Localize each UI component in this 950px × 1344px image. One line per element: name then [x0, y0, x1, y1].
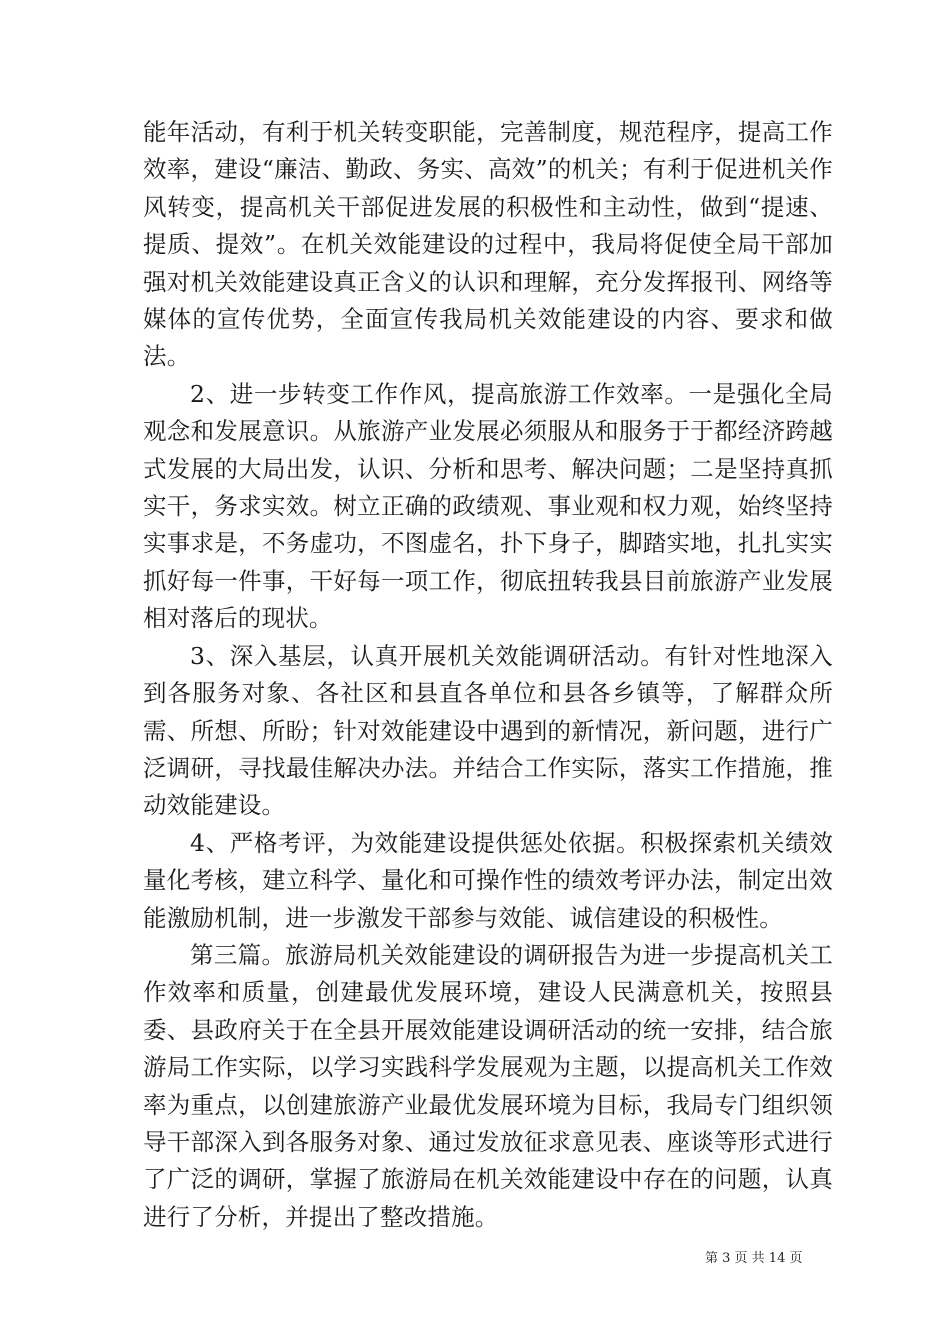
- paragraph-item-3: 3、深入基层，认真开展机关效能调研活动。有针对性地深入到各服务对象、各社区和县直各单位和县各乡镇等，了解群众所需、所想、所盼；针对效能建设中遇到的新情况，新问题，进行广泛调研，寻找最佳解决办法。并结合工作实际，落实工作措施，推动效能建设。: [143, 641, 833, 820]
- paragraph-section-3: 第三篇。旅游局机关效能建设的调研报告为进一步提高机关工作效率和质量，创建最优发展环境，建设人民满意机关，按照县委、县政府关于在全县开展效能建设调研活动的统一安排，结合旅游局工作实际，以学习实践科学发展观为主题，以提高机关工作效率为重点，以创建旅游产业最优发展环境为目标，我局专门组织领导干部深入到各服务对象、通过发放征求意见表、座谈等形式进行了广泛的调研，掌握了旅游局在机关效能建设中存在的问题，认真进行了分析，并提出了整改措施。: [143, 940, 833, 1231]
- paragraph-item-4: 4、严格考评，为效能建设提供惩处依据。积极探索机关绩效量化考核，建立科学、量化和可操作性的绩效考评办法，制定出效能激励机制，进一步激发干部参与效能、诚信建设的积极性。: [143, 828, 833, 932]
- paragraph-continued: 能年活动，有利于机关转变职能，完善制度，规范程序，提高工作效率，建设“廉洁、勤政、务实、高效”的机关；有利于促进机关作风转变，提高机关干部促进发展的积极性和主动性，做到“提速、提质、提效”。在机关效能建设的过程中，我局将促使全局干部加强对机关效能建设真正含义的认识和理解，充分发挥报刊、网络等媒体的宣传优势，全面宣传我局机关效能建设的内容、要求和做法。: [143, 118, 833, 371]
- paragraph-item-2: 2、进一步转变工作作风，提高旅游工作效率。一是强化全局观念和发展意识。从旅游产业发展必须服从和服务于于都经济跨越式发展的大局出发，认识、分析和思考、解决问题；二是坚持真抓实干，务求实效。树立正确的政绩观、事业观和权力观，始终坚持实事求是，不务虚功，不图虚名，扑下身子，脚踏实地，扎扎实实抓好每一件事，干好每一项工作，彻底扭转我县目前旅游产业发展相对落后的现状。: [143, 379, 833, 633]
- document-body: [143, 114, 833, 1236]
- page-number-footer: 第 3 页 共 14 页: [705, 1251, 803, 1266]
